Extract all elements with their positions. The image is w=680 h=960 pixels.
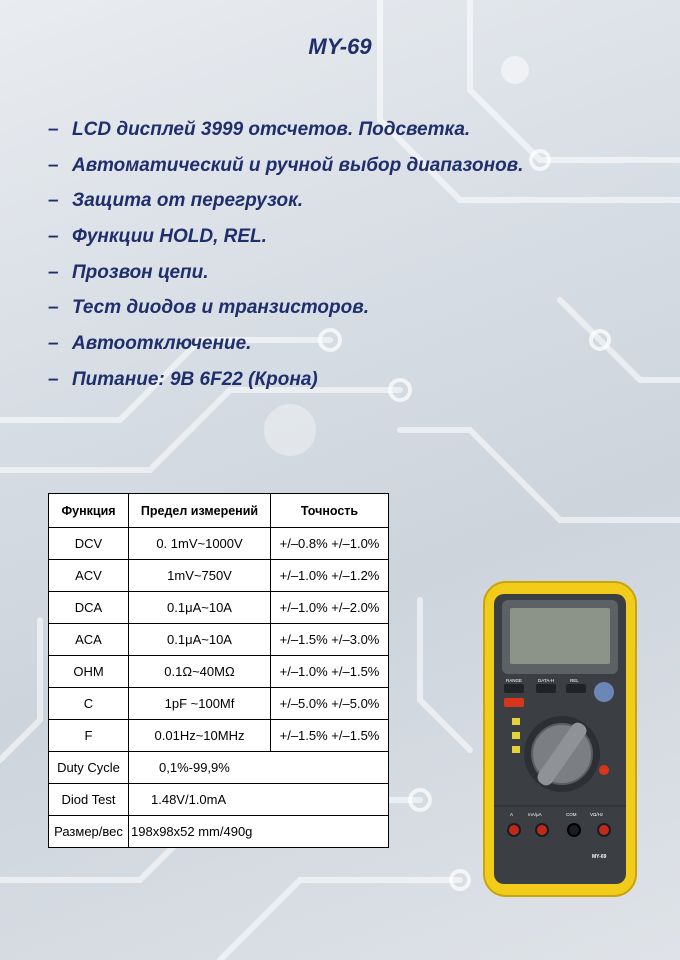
model-label: MY-69 [592, 854, 607, 860]
list-item [48, 223, 523, 259]
page-title: MY-69 [308, 34, 372, 59]
table-row [49, 784, 389, 816]
table-row [49, 592, 389, 624]
table-row [49, 560, 389, 592]
range-button-body [504, 684, 524, 693]
cell-range: 0.1μA~10A [129, 592, 271, 624]
data-h-label: DATA-H [538, 678, 555, 683]
feature-text: Функции HOLD, REL. [72, 226, 267, 248]
port-label-ma: mA/μA [528, 812, 542, 817]
list-dash: – [48, 297, 59, 319]
table-row [49, 752, 389, 784]
lcd-screen [510, 608, 610, 664]
port-label-com: COM [566, 812, 577, 817]
port-label-v: VΩ/Hz [590, 812, 604, 817]
port-com-jack [568, 824, 580, 836]
list-dash: – [48, 154, 59, 176]
feature-text: LCD дисплей 3999 отсчетов. Подсветка. [72, 119, 471, 140]
brand-logo-icon [599, 765, 609, 775]
feature-text: Прозвон цепи. [72, 261, 209, 283]
table-row [49, 656, 389, 688]
dial-marker [512, 746, 520, 753]
list-item [48, 330, 523, 366]
cell-value: 1.48V/1.0mA [129, 784, 389, 816]
list-dash: – [48, 190, 59, 212]
header-function: Функция [49, 494, 129, 528]
rel-button [566, 684, 586, 693]
feature-text: Питание: 9В 6F22 (Крона) [72, 368, 318, 390]
cell-function: ACA [49, 624, 129, 656]
header-range: Предел измерений [129, 494, 271, 528]
dial-marker [512, 732, 520, 739]
feature-text: Автоматический и ручной выбор диапазонов. [72, 154, 524, 176]
cell-function: Diod Test [49, 784, 129, 816]
cell-function: DCA [49, 592, 129, 624]
cell-function: Размер/вес [49, 816, 129, 848]
list-dash: – [48, 333, 59, 355]
list-item [48, 152, 523, 188]
feature-text: Защита от перегрузок. [72, 190, 304, 212]
cell-accuracy: +/–1.5% +/–3.0% [271, 624, 389, 656]
table-row [49, 720, 389, 752]
cell-function: F [49, 720, 129, 752]
table-row [49, 528, 389, 560]
feature-text: Автоотключение. [72, 333, 252, 355]
red-button [504, 698, 524, 707]
header-accuracy: Точность [271, 494, 389, 528]
cell-accuracy: +/–1.5% +/–1.5% [271, 720, 389, 752]
data-h-button [536, 684, 556, 693]
cell-accuracy: +/–0.8% +/–1.0% [271, 528, 389, 560]
table-row [49, 688, 389, 720]
list-dash: – [48, 368, 59, 390]
cell-range: 0.1μA~10A [129, 624, 271, 656]
feature-list [48, 116, 523, 402]
port-v-jack [598, 824, 610, 836]
cell-function: Duty Cycle [49, 752, 129, 784]
cell-function: DCV [49, 528, 129, 560]
cell-accuracy: +/–1.0% +/–1.2% [271, 560, 389, 592]
cell-function: OHM [49, 656, 129, 688]
port-label-a: A [510, 812, 514, 817]
cell-accuracy: +/–1.0% +/–2.0% [271, 592, 389, 624]
multimeter-image [482, 580, 638, 898]
cell-range: 1pF ~100Mf [129, 688, 271, 720]
cell-function: C [49, 688, 129, 720]
cell-range: 0. 1mV~1000V [129, 528, 271, 560]
table-row [49, 816, 389, 848]
list-dash: – [48, 119, 59, 140]
list-item [48, 294, 523, 330]
table-header-row [49, 494, 389, 528]
cell-accuracy: +/–5.0% +/–5.0% [271, 688, 389, 720]
port-ma-jack [536, 824, 548, 836]
dial-marker [512, 718, 520, 725]
cell-range: 1mV~750V [129, 560, 271, 592]
spec-table [48, 493, 389, 848]
list-item [48, 259, 523, 295]
list-dash: – [48, 226, 59, 248]
list-dash: – [48, 261, 59, 283]
cell-function: ACV [49, 560, 129, 592]
range-label: RANGE [506, 678, 523, 683]
cell-range: 0.1Ω~40MΩ [129, 656, 271, 688]
list-item [48, 366, 523, 402]
port-a-jack [508, 824, 520, 836]
rel-label: REL [570, 678, 579, 683]
list-item [48, 187, 523, 223]
list-item [48, 116, 523, 152]
cell-range: 0.01Hz~10MHz [129, 720, 271, 752]
table-row [49, 624, 389, 656]
feature-text: Тест диодов и транзисторов. [72, 297, 369, 319]
cell-value: 0,1%-99,9% [129, 752, 389, 784]
cell-accuracy: +/–1.0% +/–1.5% [271, 656, 389, 688]
hfe-socket [594, 682, 614, 702]
cell-value: 198x98x52 mm/490g [129, 816, 389, 848]
